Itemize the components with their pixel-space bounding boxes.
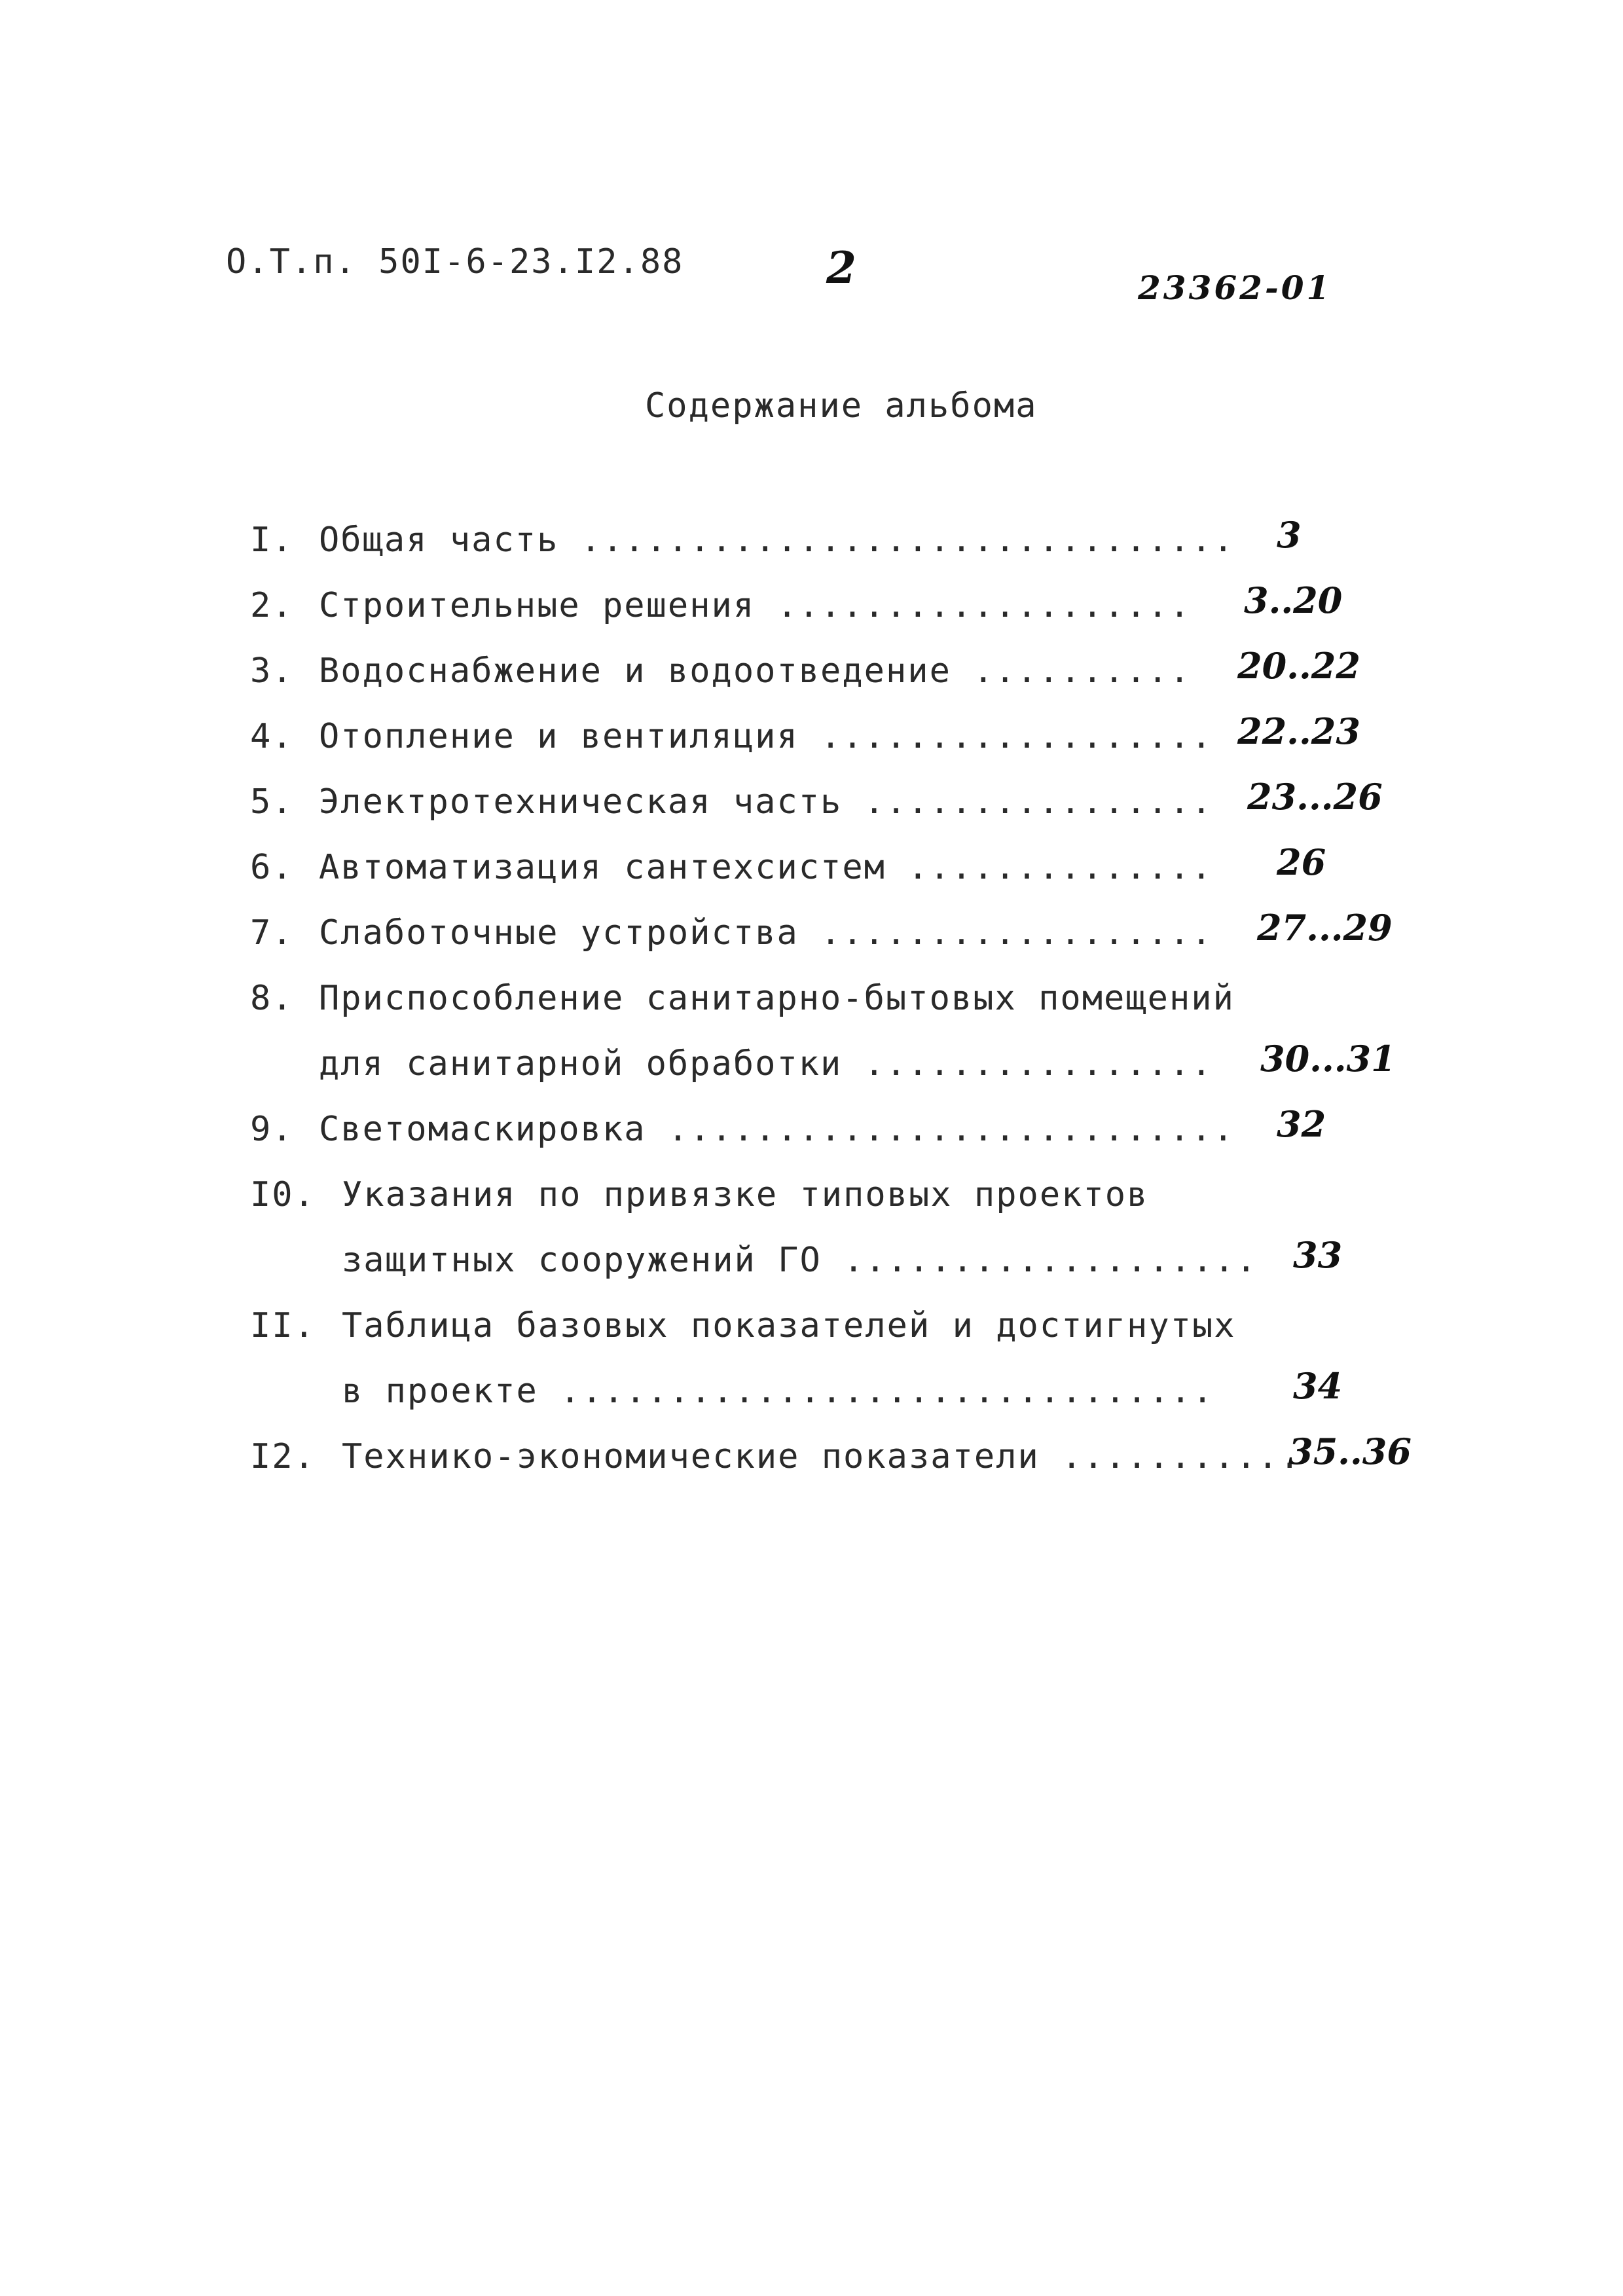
toc-entry-number: 5.	[250, 782, 294, 822]
toc-entry-number: 6.	[250, 848, 294, 887]
toc-entry-title: Электротехническая часть ................	[319, 782, 1213, 822]
toc-title: Содержание альбома	[645, 386, 1038, 426]
toc-entry-number: 9.	[250, 1110, 294, 1149]
toc-entry-pages: 27...29	[1257, 907, 1393, 949]
toc-entry	[0, 514, 1623, 586]
toc-entry-title: Водоснабжение и водоотведение ..........	[319, 651, 1192, 691]
toc-entry-pages: 30...31	[1260, 1038, 1396, 1080]
toc-entry	[0, 579, 1623, 651]
toc-entry-title: Автоматизация сантехсистем ..............	[319, 848, 1213, 887]
toc-entry-pages: 22..23	[1237, 710, 1360, 752]
toc-entry-title-continuation: защитных сооружений ГО ...................	[342, 1241, 1258, 1280]
toc-entry	[0, 710, 1623, 782]
toc-entry-title: Строительные решения ...................	[319, 586, 1192, 625]
toc-entry-pages: 26	[1277, 841, 1326, 883]
toc-entry-number: 8.	[250, 979, 294, 1018]
page-number: 2	[826, 242, 856, 293]
toc-entry-pages: 35..36	[1288, 1430, 1412, 1472]
toc-entry-number: 3.	[250, 651, 294, 691]
toc-entry-number: I2.	[250, 1437, 316, 1476]
toc-entry-title-continuation: в проекте ..............................	[342, 1372, 1214, 1411]
toc-entry-title: Общая часть ..............................	[319, 520, 1235, 560]
toc-entry-pages: 34	[1293, 1365, 1343, 1407]
toc-entry-title: Технико-экономические показатели ...........	[342, 1437, 1302, 1476]
toc-entry	[0, 1103, 1623, 1175]
toc-entry-title: Отопление и вентиляция ..................	[319, 717, 1213, 756]
toc-entry-pages: 20..22	[1237, 645, 1360, 687]
toc-entry-pages: 3..20	[1244, 579, 1343, 621]
toc-entry	[0, 907, 1623, 979]
toc-entry-pages: 23...26	[1247, 776, 1383, 818]
toc-entry-number: II.	[250, 1306, 316, 1345]
toc-entry-title: Указания по привязке типовых проектов	[342, 1175, 1149, 1214]
toc-entry-title: Слаботочные устройства ..................	[319, 913, 1213, 953]
toc-entry-pages: 32	[1277, 1103, 1326, 1145]
toc-entry-title-continuation: для санитарной обработки ................	[319, 1044, 1213, 1084]
toc-entry-number: 2.	[250, 586, 294, 625]
toc-entry-number: I.	[250, 520, 294, 560]
toc-entry-title: Таблица базовых показателей и достигнутых	[342, 1306, 1236, 1345]
toc-entry-pages: 33	[1293, 1234, 1343, 1276]
toc-entry	[0, 1306, 1623, 1411]
toc-entry-number: 7.	[250, 913, 294, 953]
toc-entry	[0, 841, 1623, 913]
toc-entry	[0, 1175, 1623, 1280]
toc-entry	[0, 979, 1623, 1084]
toc-entry-number: 4.	[250, 717, 294, 756]
toc-entry-title: Светомаскировка ..........................	[319, 1110, 1235, 1149]
archive-number: 23362-01	[1138, 268, 1332, 307]
toc-entry	[0, 776, 1623, 848]
toc-entry-title: Приспособление санитарно-бытовых помещений	[319, 979, 1235, 1018]
toc-entry-pages: 3	[1277, 514, 1302, 556]
toc-entry-number: I0.	[250, 1175, 316, 1214]
document-code: О.Т.п. 50I-6-23.I2.88	[226, 242, 684, 282]
toc-entry	[0, 1430, 1623, 1503]
toc-entry	[0, 645, 1623, 717]
